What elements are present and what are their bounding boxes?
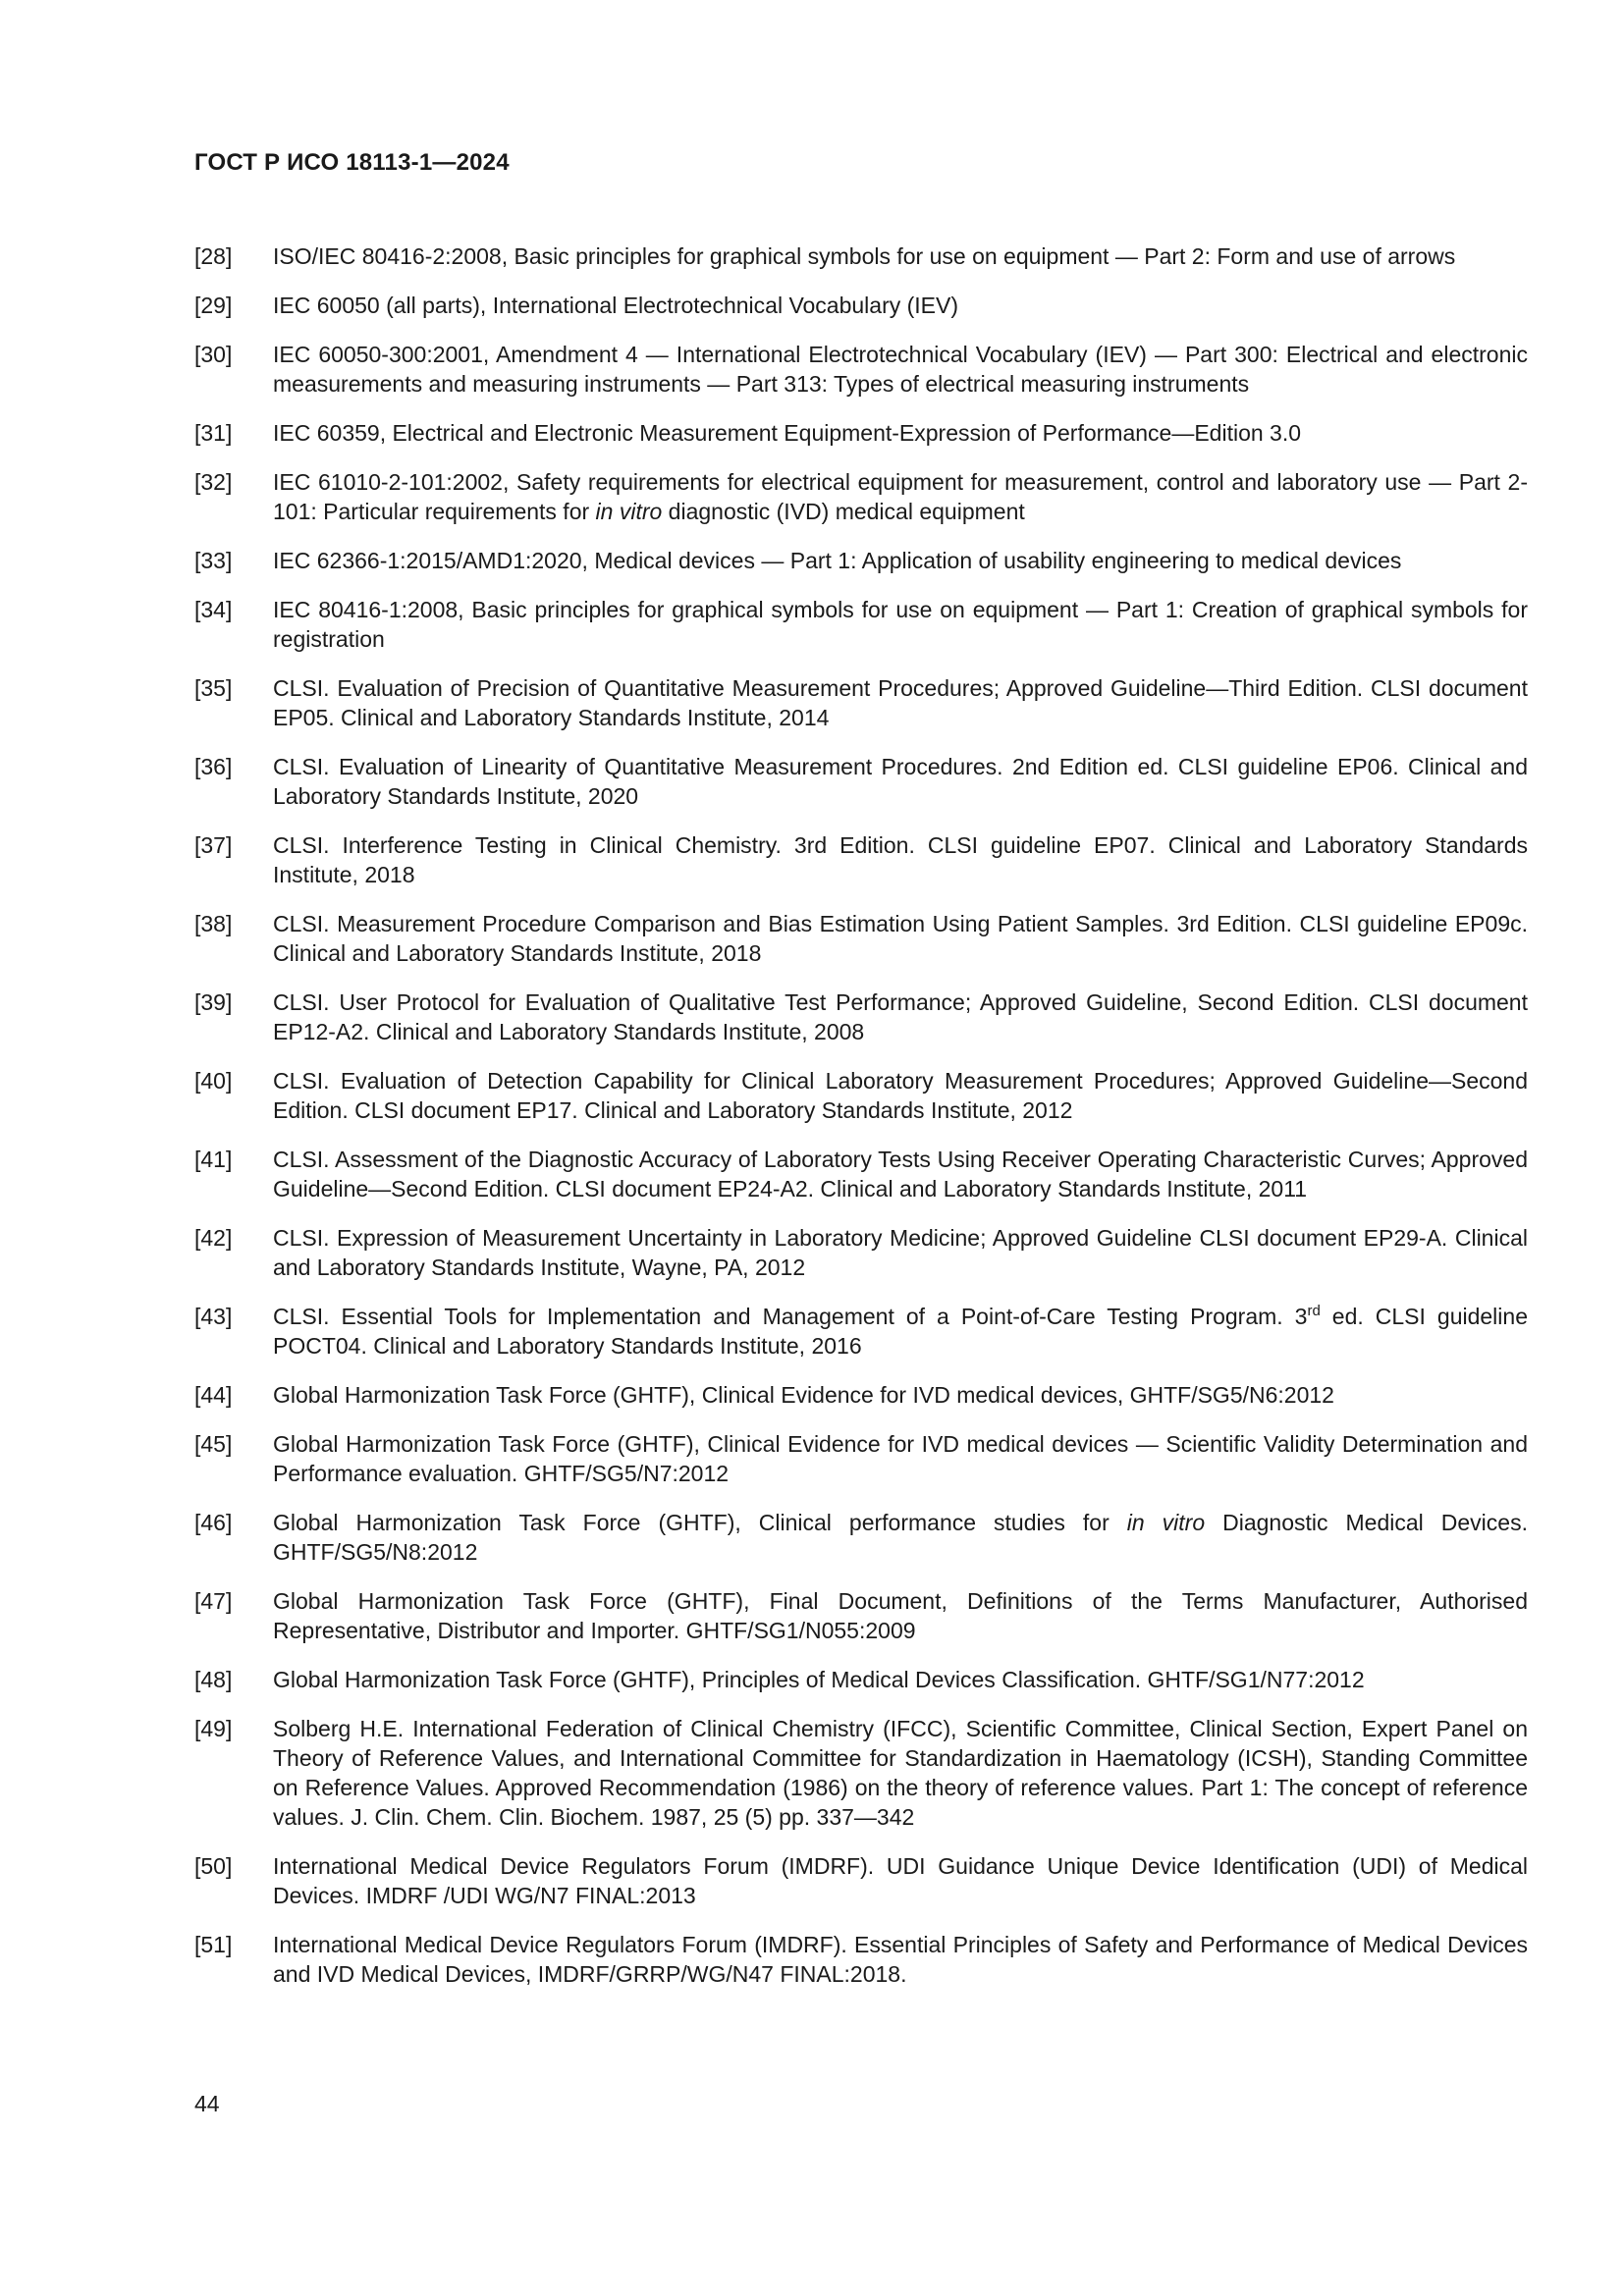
reference-text	[273, 241, 1528, 271]
page-header: ГОСТ Р ИСО 18113-1—2024	[194, 149, 510, 176]
reference-text	[273, 1508, 1528, 1567]
italic-text: in vitro	[1126, 1510, 1206, 1535]
reference-number: [33]	[194, 548, 233, 573]
text-segment: diagnostic (IVD) medical equipment	[662, 499, 1025, 524]
text-segment: Diagnostic Medical Devices. GHTF/SG5/N8:2012	[273, 1510, 1528, 1565]
reference-item	[194, 1380, 1528, 1410]
reference-text	[273, 340, 1528, 399]
reference-number: [46]	[194, 1510, 233, 1535]
reference-text	[273, 1429, 1528, 1488]
reference-number: [40]	[194, 1068, 233, 1094]
reference-item	[194, 1508, 1528, 1567]
reference-item	[194, 1714, 1528, 1832]
reference-text	[273, 673, 1528, 732]
reference-text	[273, 1145, 1528, 1203]
reference-number: [39]	[194, 989, 233, 1015]
reference-item	[194, 1145, 1528, 1203]
reference-number: [42]	[194, 1225, 233, 1251]
reference-item	[194, 418, 1528, 448]
reference-number: [48]	[194, 1667, 233, 1692]
reference-list	[194, 241, 1528, 2008]
text-segment: CLSI. Measurement Procedure Comparison and Bias Estimation Using Patient Samples. 3rd Edition. CLSI guideline EP09c. Clinical and Laboratory Standards Institute, 2018	[273, 911, 1528, 966]
reference-item	[194, 1851, 1528, 1910]
reference-number: [32]	[194, 469, 233, 495]
reference-number: [44]	[194, 1382, 233, 1408]
reference-text	[273, 1302, 1528, 1361]
reference-text	[273, 909, 1528, 968]
reference-item	[194, 1429, 1528, 1488]
text-segment: CLSI. Evaluation of Linearity of Quantitative Measurement Procedures. 2nd Edition ed. CLSI guideline EP06. Clinical and Laboratory Standards Institute, 2020	[273, 754, 1528, 809]
reference-text	[273, 1851, 1528, 1910]
text-segment: Global Harmonization Task Force (GHTF), Clinical Evidence for IVD medical devices, GHTF/SG5/N6:2012	[273, 1382, 1334, 1408]
text-segment: Solberg H.E. International Federation of Clinical Chemistry (IFCC), Scientific Committee, Clinical Section, Expert Panel on Theory of Reference Values, and International Committee for Standardization in Haematology (ICSH), Standing Committee on Reference Values. Approved Recommendation (1986) on the theory of reference values. Part 1: The concept of reference values. J. Clin. Chem. Clin. Biochem. 1987, 25 (5) pp. 337—342	[273, 1716, 1528, 1830]
text-segment: IEC 62366-1:2015/AMD1:2020, Medical devices — Part 1: Application of usability engineering to medical devices	[273, 548, 1402, 573]
text-segment: ISO/IEC 80416-2:2008, Basic principles for graphical symbols for use on equipment — Part 2: Form and use of arrows	[273, 243, 1456, 269]
reference-text	[273, 418, 1528, 448]
reference-text	[273, 1380, 1528, 1410]
text-segment: International Medical Device Regulators Forum (IMDRF). Essential Principles of Safety and Performance of Medical Devices and IVD Medical Devices, IMDRF/GRRP/WG/N47 FINAL:2018.	[273, 1932, 1528, 1987]
reference-number: [49]	[194, 1716, 233, 1741]
reference-number: [31]	[194, 420, 233, 446]
reference-text	[273, 830, 1528, 889]
reference-text	[273, 1586, 1528, 1645]
reference-item	[194, 830, 1528, 889]
reference-item	[194, 595, 1528, 654]
reference-item	[194, 673, 1528, 732]
reference-number: [30]	[194, 342, 233, 367]
text-segment: IEC 60359, Electrical and Electronic Measurement Equipment-Expression of Performance—Edition 3.0	[273, 420, 1302, 446]
reference-text	[273, 546, 1528, 575]
reference-text	[273, 1223, 1528, 1282]
reference-number: [37]	[194, 832, 233, 858]
reference-number: [41]	[194, 1147, 233, 1172]
superscript-text: rd	[1307, 1303, 1321, 1319]
text-segment: IEC 80416-1:2008, Basic principles for graphical symbols for use on equipment — Part 1: Creation of graphical symbols for registration	[273, 597, 1528, 652]
reference-item	[194, 467, 1528, 526]
reference-item	[194, 241, 1528, 271]
reference-item	[194, 1302, 1528, 1361]
reference-number: [51]	[194, 1932, 233, 1957]
text-segment: IEC 60050 (all parts), International Electrotechnical Vocabulary (IEV)	[273, 293, 959, 318]
reference-number: [29]	[194, 293, 233, 318]
reference-number: [47]	[194, 1588, 233, 1614]
reference-number: [45]	[194, 1431, 233, 1457]
text-segment: Global Harmonization Task Force (GHTF), Clinical Evidence for IVD medical devices — Scientific Validity Determination and Performance evaluation. GHTF/SG5/N7:2012	[273, 1431, 1528, 1486]
text-segment: CLSI. Essential Tools for Implementation and Management of a Point-of-Care Testing Program. 3	[273, 1304, 1308, 1329]
reference-number: [28]	[194, 243, 233, 269]
text-segment: CLSI. Expression of Measurement Uncertainty in Laboratory Medicine; Approved Guideline CLSI document EP29-A. Clinical and Laboratory Standards Institute, Wayne, PA, 2012	[273, 1225, 1528, 1280]
reference-text	[273, 1665, 1528, 1694]
text-segment: CLSI. Evaluation of Precision of Quantitative Measurement Procedures; Approved Guideline—Third Edition. CLSI document EP05. Clinical and Laboratory Standards Institute, 2014	[273, 675, 1528, 730]
reference-item	[194, 1223, 1528, 1282]
reference-text	[273, 1066, 1528, 1125]
reference-item	[194, 1066, 1528, 1125]
text-segment: IEC 60050-300:2001, Amendment 4 — International Electrotechnical Vocabulary (IEV) — Part 300: Electrical and electronic measurements and measuring instruments — Part 313: Types of electrical measuring instruments	[273, 342, 1528, 397]
page-number: 44	[194, 2091, 220, 2116]
reference-item	[194, 546, 1528, 575]
reference-number: [50]	[194, 1853, 233, 1879]
reference-text	[273, 1930, 1528, 1989]
reference-item	[194, 340, 1528, 399]
text-segment: CLSI. Evaluation of Detection Capability for Clinical Laboratory Measurement Procedures; Approved Guideline—Second Edition. CLSI document EP17. Clinical and Laboratory Standards Institute, 2012	[273, 1068, 1528, 1123]
text-segment: CLSI. Interference Testing in Clinical Chemistry. 3rd Edition. CLSI guideline EP07. Clinical and Laboratory Standards Institute, 2018	[273, 832, 1528, 887]
reference-item	[194, 1665, 1528, 1694]
reference-text	[273, 291, 1528, 320]
text-segment: Global Harmonization Task Force (GHTF), Clinical performance studies for	[273, 1510, 1127, 1535]
reference-number: [36]	[194, 754, 233, 779]
reference-item	[194, 1586, 1528, 1645]
text-segment: International Medical Device Regulators Forum (IMDRF). UDI Guidance Unique Device Identification (UDI) of Medical Devices. IMDRF /UDI WG/N7 FINAL:2013	[273, 1853, 1528, 1908]
reference-number: [43]	[194, 1304, 233, 1329]
reference-number: [35]	[194, 675, 233, 701]
reference-text	[273, 467, 1528, 526]
reference-number: [34]	[194, 597, 233, 622]
reference-text	[273, 1714, 1528, 1832]
text-segment: Global Harmonization Task Force (GHTF), Principles of Medical Devices Classification. GHTF/SG1/N77:2012	[273, 1667, 1365, 1692]
reference-item	[194, 291, 1528, 320]
text-segment: IEC 61010-2-101:2002, Safety requirements for electrical equipment for measurement, control and laboratory use — Part 2-101: Particular requirements for	[273, 469, 1528, 524]
reference-number: [38]	[194, 911, 233, 936]
text-segment: Global Harmonization Task Force (GHTF), Final Document, Definitions of the Terms Manufacturer, Authorised Representative, Distributor and Importer. GHTF/SG1/N055:2009	[273, 1588, 1528, 1643]
text-segment: CLSI. Assessment of the Diagnostic Accuracy of Laboratory Tests Using Receiver Operating Characteristic Curves; Approved Guideline—Second Edition. CLSI document EP24-A2. Clinical and Laboratory Standards Institute, 2011	[273, 1147, 1528, 1201]
reference-item	[194, 988, 1528, 1046]
italic-text: in vitro	[595, 499, 663, 524]
reference-text	[273, 752, 1528, 811]
reference-item	[194, 1930, 1528, 1989]
reference-text	[273, 988, 1528, 1046]
text-segment: ed. CLSI guideline POCT04. Clinical and Laboratory Standards Institute, 2016	[273, 1304, 1528, 1359]
text-segment: CLSI. User Protocol for Evaluation of Qualitative Test Performance; Approved Guideline, Second Edition. CLSI document EP12-A2. Clinical and Laboratory Standards Institute, 2008	[273, 989, 1528, 1044]
reference-text	[273, 595, 1528, 654]
reference-item	[194, 752, 1528, 811]
reference-item	[194, 909, 1528, 968]
